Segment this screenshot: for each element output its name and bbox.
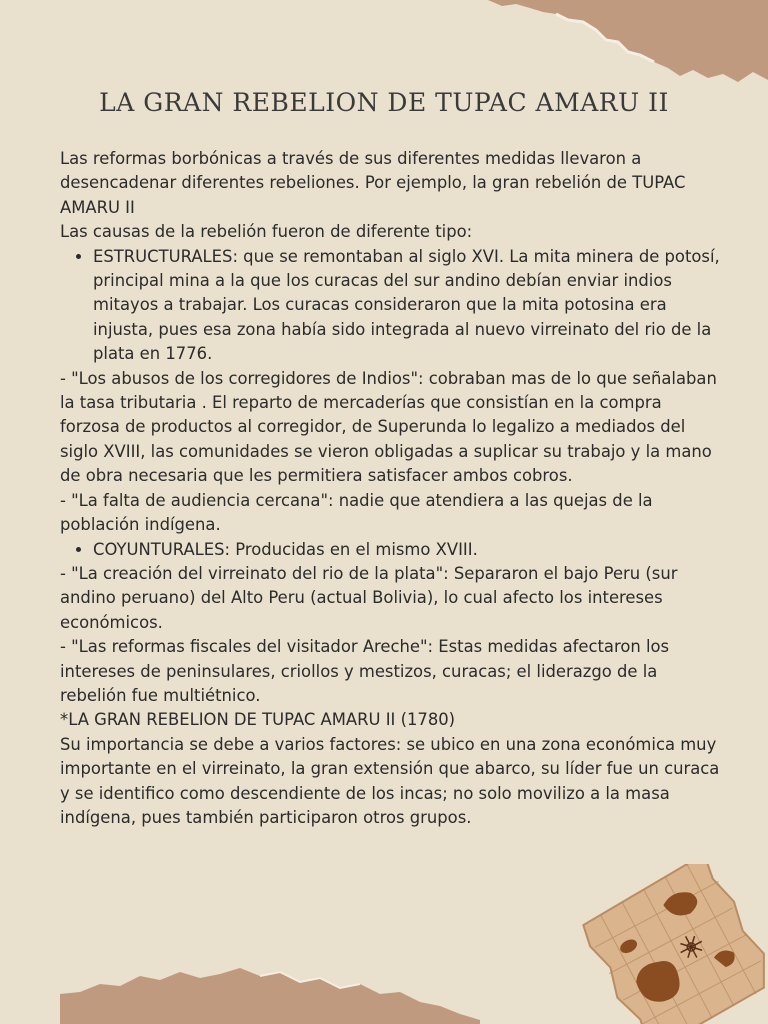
conjunctural-causes-list (60, 538, 720, 562)
treasure-map-illustration (568, 864, 768, 1024)
document-body (60, 147, 720, 830)
causes-intro-paragraph: Las causas de la rebelión fueron de diferente tipo: (60, 222, 473, 242)
importance-paragraph: Su importancia se debe a varios factores: se ubico en una zona económica muy importante en el virreinato, la gran extensión que abarco, su líder fue un curaca y se identifico como descendiente de los incas; no solo movilizo a la masa indígena, pues también participaron otros grupos. (60, 734, 720, 827)
viceroyalty-paragraph: - "La creación del virreinato del rio de la plata": Separaron el bajo Peru (sur andino peruano) del Alto Peru (actual Bolivia), lo cual afecto los intereses económicos. (60, 563, 678, 632)
abuses-paragraph: - "Los abusos de los corregidores de Indios": cobraban mas de lo que señalaban la tasa tributaria . El reparto de mercaderías que consistían en la compra forzosa de productos al corregidor, de Superunda lo legalizo a mediados del siglo XVIII, las comunidades se vieron obligadas a suplicar su trabajo y la mano de obra necesaria que les permitiera satisfacer ambos cobros. (60, 368, 717, 486)
torn-paper-top-decoration (468, 0, 768, 100)
torn-paper-bottom-decoration (60, 954, 480, 1024)
document-title: LA GRAN REBELION DE TUPAC AMARU II (99, 88, 669, 117)
structural-causes-list (60, 245, 720, 367)
intro-paragraph: Las reformas borbónicas a través de sus diferentes medidas llevaron a desencadenar diferentes rebeliones. Por ejemplo, la gran rebelión de TUPAC AMARU II (60, 149, 686, 217)
conjunctural-causes-item: • COYUNTURALES: Producidas en el mismo XVIII. (93, 538, 720, 562)
hearing-paragraph: - "La falta de audiencia cercana": nadie que atendiera a las quejas de la población indígena. (60, 490, 653, 535)
reforms-paragraph: - "Las reformas fiscales del visitador Areche": Estas medidas afectaron los intereses de peninsulares, criollos y mestizos, curacas; el liderazgo de la rebelión fue multiétnico. (60, 637, 670, 705)
structural-causes-item: • ESTRUCTURALES: que se remontaban al siglo XVI. La mita minera de potosí, principal mina a la que los curacas del sur andino debían enviar indios mitayos a trabajar. Los curacas consideraron que la mita potosina era injusta, pues esa zona había sido integrada al nuevo virreinato del rio de la plata en 1776. (93, 245, 720, 367)
rebellion-subtitle: *LA GRAN REBELION DE TUPAC AMARU II (1780) (60, 710, 456, 730)
